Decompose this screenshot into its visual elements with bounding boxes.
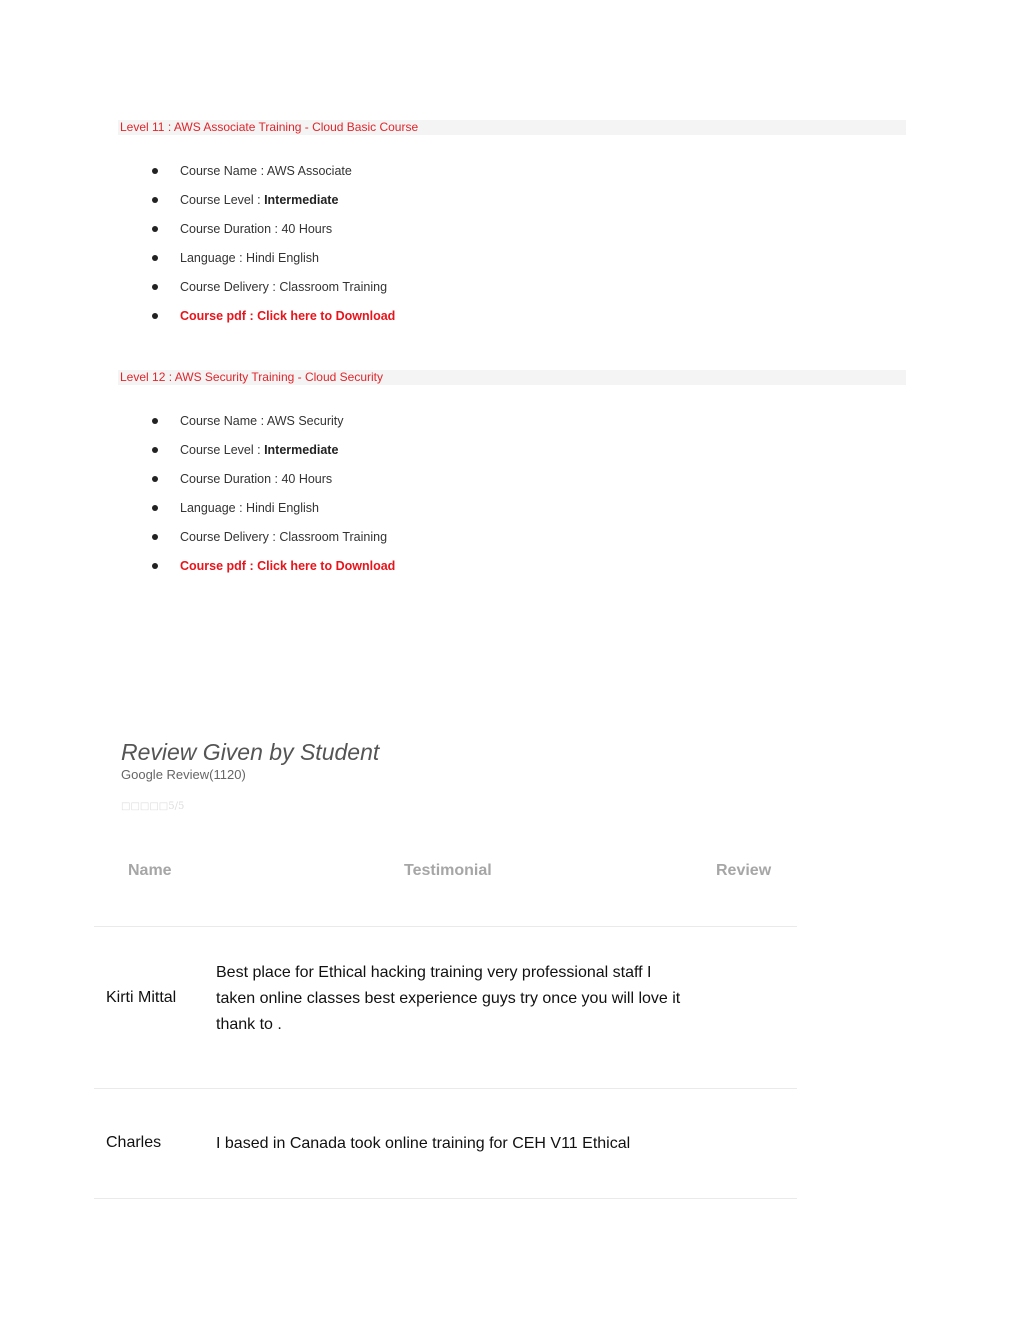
table-divider xyxy=(94,1198,797,1199)
language-value: Hindi English xyxy=(246,501,320,515)
bullet-icon xyxy=(152,447,158,453)
course-delivery-value: Classroom Training xyxy=(279,280,388,294)
column-header-name: Name xyxy=(128,862,172,879)
course-level-value: Intermediate xyxy=(264,193,339,207)
bullet-icon xyxy=(152,418,158,424)
course-duration-value: 40 Hours xyxy=(281,222,333,236)
bullet-icon xyxy=(152,168,158,174)
reviewer-name: Charles xyxy=(106,1134,162,1151)
testimonial-text: Best place for Ethical hacking training very professional staff I taken online classes best experience guys try once you will love it thank to . xyxy=(216,964,681,1033)
bullet-icon xyxy=(152,284,158,290)
column-header-review: Review xyxy=(716,862,772,879)
bullet-icon xyxy=(152,476,158,482)
level-12-title: Level 12 : AWS Security Training - Cloud Security xyxy=(120,370,384,384)
star-rating: □□□□□5/5 xyxy=(121,801,185,812)
course-pdf-download-link[interactable]: Course pdf : Click here to Download xyxy=(180,559,396,573)
course-delivery-value: Classroom Training xyxy=(279,530,388,544)
bullet-icon xyxy=(152,534,158,540)
level-11-title: Level 11 : AWS Associate Training - Cloud Basic Course xyxy=(120,120,419,134)
course-level-value: Intermediate xyxy=(264,443,339,457)
testimonial-text: I based in Canada took online training for CEH V11 Ethical xyxy=(216,1135,631,1152)
course-pdf-download-link[interactable]: Course pdf : Click here to Download xyxy=(180,309,396,323)
course-duration-value: 40 Hours xyxy=(281,472,333,486)
review-heading: Review Given by Student xyxy=(121,739,380,765)
google-review-count: Google Review(1120) xyxy=(121,767,246,782)
course-name-value: AWS Associate xyxy=(266,164,352,178)
reviewer-name: Kirti Mittal xyxy=(106,989,177,1006)
bullet-icon xyxy=(152,563,158,569)
bullet-icon xyxy=(152,197,158,203)
language-value: Hindi English xyxy=(246,251,320,265)
course-name-value: AWS Security xyxy=(266,414,344,428)
table-divider xyxy=(94,1088,797,1089)
table-divider xyxy=(94,926,797,927)
column-header-testimonial: Testimonial xyxy=(404,862,492,879)
bullet-icon xyxy=(152,313,158,319)
bullet-icon xyxy=(152,255,158,261)
bullet-icon xyxy=(152,226,158,232)
bullet-icon xyxy=(152,505,158,511)
